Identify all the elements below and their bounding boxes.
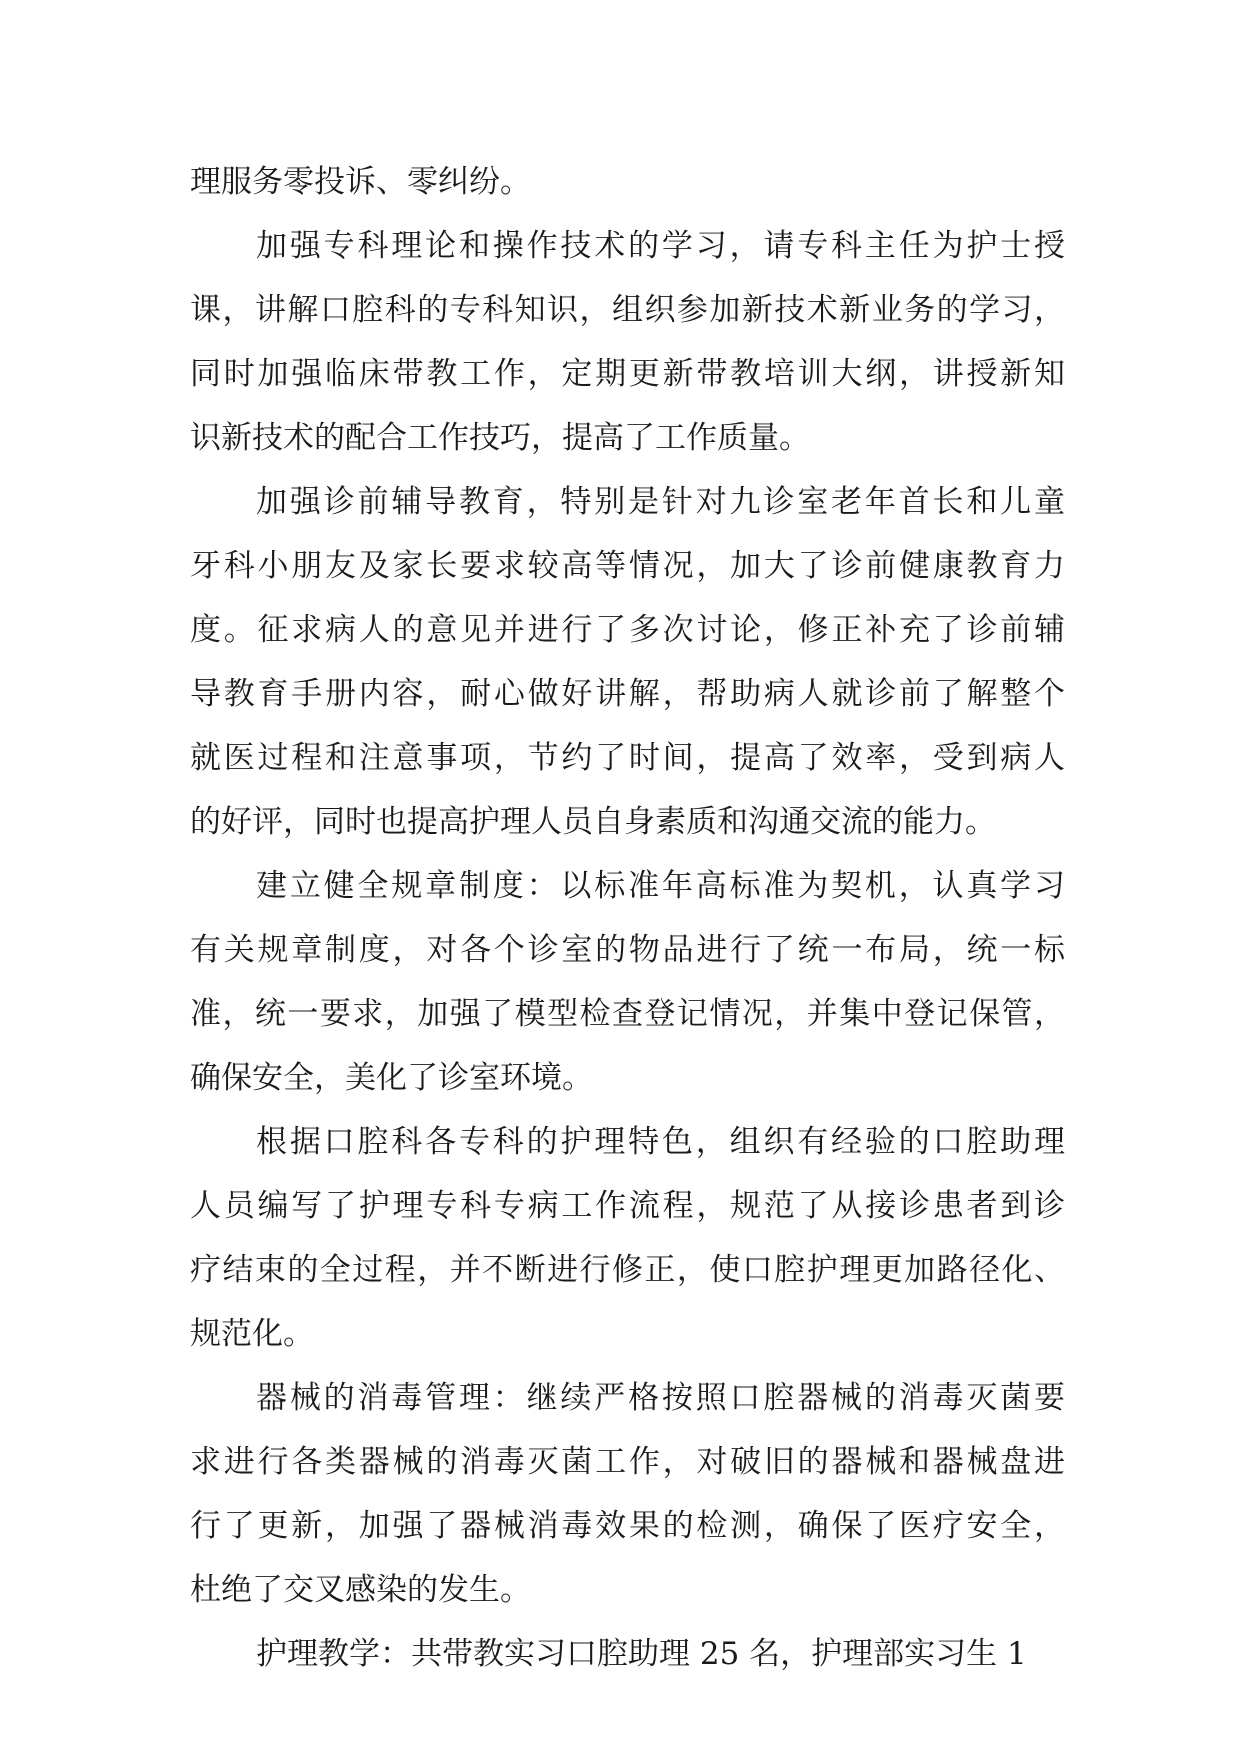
- text-line: 求进行各类器械的消毒灭菌工作，对破旧的器械和器械盘进: [190, 1444, 1065, 1480]
- text-line: 加强专科理论和操作技术的学习，请专科主任为护士授: [256, 228, 1065, 264]
- text-line: 就医过程和注意事项，节约了时间，提高了效率，受到病人: [190, 740, 1065, 776]
- text-line: 的好评，同时也提高护理人员自身素质和沟通交流的能力。: [190, 804, 996, 840]
- text-line: 人员编写了护理专科专病工作流程，规范了从接诊患者到诊: [190, 1188, 1065, 1224]
- text-line: 导教育手册内容，耐心做好讲解，帮助病人就诊前了解整个: [190, 676, 1065, 712]
- paragraph: [190, 1366, 1065, 1622]
- text-line: 疗结束的全过程，并不断进行修正，使口腔护理更加路径化、: [190, 1252, 1065, 1288]
- paragraph: [190, 150, 1065, 214]
- text-line: 器械的消毒管理：继续严格按照口腔器械的消毒灭菌要: [256, 1380, 1065, 1416]
- text-line: 识新技术的配合工作技巧，提高了工作质量。: [190, 420, 810, 456]
- text-line: 牙科小朋友及家长要求较高等情况，加大了诊前健康教育力: [190, 548, 1065, 584]
- text-line: 加强诊前辅导教育，特别是针对九诊室老年首长和儿童: [256, 484, 1065, 520]
- paragraph: [190, 1110, 1065, 1366]
- text-line: 根据口腔科各专科的护理特色，组织有经验的口腔助理: [256, 1124, 1065, 1160]
- text-line: 确保安全，美化了诊室环境。: [190, 1060, 593, 1096]
- paragraph: [190, 1622, 1065, 1686]
- paragraph: [190, 470, 1065, 854]
- document-body: [190, 150, 1065, 1686]
- text-line: 准，统一要求，加强了模型检查登记情况，并集中登记保管，: [190, 996, 1065, 1032]
- text-line: 同时加强临床带教工作，定期更新带教培训大纲，讲授新知: [190, 356, 1065, 392]
- text-line: 护理教学：共带教实习口腔助理 25 名，护理部实习生 1: [256, 1636, 1027, 1672]
- text-line: 有关规章制度，对各个诊室的物品进行了统一布局，统一标: [190, 932, 1065, 968]
- text-line: 行了更新，加强了器械消毒效果的检测，确保了医疗安全，: [190, 1508, 1065, 1544]
- text-line: 杜绝了交叉感染的发生。: [190, 1572, 531, 1608]
- text-line: 度。征求病人的意见并进行了多次讨论，修正补充了诊前辅: [190, 612, 1065, 648]
- text-line: 课，讲解口腔科的专科知识，组织参加新技术新业务的学习，: [190, 292, 1065, 328]
- paragraph: [190, 214, 1065, 470]
- paragraph: [190, 854, 1065, 1110]
- text-line: 理服务零投诉、零纠纷。: [190, 164, 531, 200]
- text-line: 规范化。: [190, 1316, 314, 1352]
- text-line: 建立健全规章制度：以标准年高标准为契机，认真学习: [256, 868, 1065, 904]
